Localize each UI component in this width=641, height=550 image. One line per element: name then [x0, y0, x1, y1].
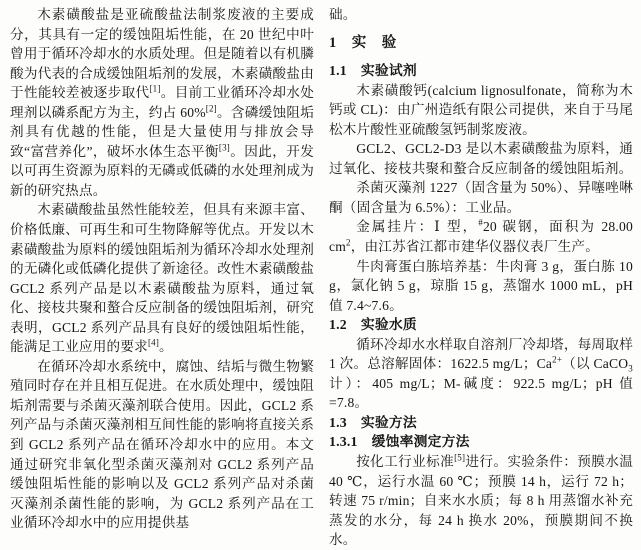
paragraph-background: 木素磺酸盐是亚硫酸盐法制浆废液的主要成分，其具有一定的缓蚀阻垢性能，在 20 世纪中叶曾用于循环冷却水的水质处理。但是随着以有机膦酸为代表的合成缓蚀阻垢剂的发展，木素磺酸盐由于性能较差被逐步取代[1]。目前工业循环冷却水处理剂以磷系配方为主，约占 60%[2]。含磷缓蚀阻垢剂具有优越的性能，但是大量使用与排放会导致“富营养化”，破坏水体生态平衡[3]。因此，开发以可再生资源为原料的无磷或低磷的水处理剂成为新的研究热点。 [10, 7, 315, 198]
paragraph-calcium-lignosulfonate: 木素磺酸钙(calcium lignosulfonate，简称为木钙或 CL)：由广州造纸有限公司提供，来自于马尾松木片酸性亚硫酸氢钙制浆废液。 [329, 82, 633, 137]
subsection-heading-methods: 1.3 实验方法 [329, 414, 417, 430]
paragraph-study-purpose: 在循环冷却水系统中，腐蚀、结垢与微生物繁殖同时存在并且相互促进。在水质处理中，缓蚀阻垢剂需要与杀菌灭藻剂联合使用。因此，GCL2 系列产品与杀菌灭藻剂相互间性能的影响将直接关系到 GCL2 系列产品在循环冷却水中的应用。本文通过研究非氧化型杀菌灭藻剂对 GCL2 系列产品缓蚀阻垢性能的影响以及 GCL2 系列产品对杀菌灭藻剂杀菌性能的影响，为 GCL2 系列产品在工业循环冷却水中的应用提供基 [10, 358, 314, 531]
subsubsection-heading-corrosion-rate: 1.3.1 缓蚀率测定方法 [329, 434, 470, 450]
subsection-heading-reagents: 1.1 实验试剂 [329, 63, 417, 79]
paragraph-gcl2-products: GCL2、GCL2-D3 是以木素磺酸盐为原料，通过氧化、接枝共聚和螯合反应制备的缓蚀阻垢剂。 [329, 141, 633, 176]
right-column [329, 5, 633, 548]
paragraph-water-quality: 循环冷却水水样取自溶剂厂冷却塔，每周取样 1 次。总溶解固体：1622.5 mg/L；$Ca^{2+}$（以 CaCO$_3$ 计）：405 mg/L；M-碱度：922.5 mg/L；pH 值=7.8。 [329, 336, 633, 411]
paragraph-biocides: 杀菌灭藻剂 1227（固含量为 50%）、异噻唑啉酮（固含量为 6.5%）：工业品。 [329, 180, 633, 215]
section-heading-experiment: 1 实 验 [329, 34, 397, 51]
paragraph-metal-coupons: 金属挂片：Ⅰ 型，#20 碳钢，面积为 28.00 $cm^2$，由江苏省江都市建华仪器仪表厂生产。 [329, 217, 633, 255]
paragraph-lignosulfonate-advantages: 木素磺酸盐虽然性能较差，但具有来源丰富、价格低廉、可再生和可生物降解等优点。开发以木素磺酸盐为原料的缓蚀阻垢剂为循环冷却水处理剂的无磷化或低磷化提供了新途径。改性木素磺酸盐 GCL2 系列产品是以木素磺酸盐为原料，通过氧化、接枝共聚和螯合反应制备的缓蚀阻垢剂，研究表明，GCL2 系列产品具有良好的缓蚀阻垢性能，能满足工业应用的要求[4]。 [10, 202, 314, 355]
left-column [10, 5, 315, 531]
subsection-heading-water-quality: 1.2 实验水质 [329, 317, 417, 333]
paragraph-continuation: 础。 [329, 7, 357, 22]
paragraph-culture-medium: 牛肉膏蛋白胨培养基：牛肉膏 3 g，蛋白胨 10 g，氯化钠 5 g，琼脂 15 g，蒸馏水 1000 mL，pH 值 7.4~7.6。 [329, 258, 633, 313]
paragraph-corrosion-test-conditions: 按化工行业标准[5]进行。实验条件：预膜水温 40 ℃，运行水温 60 ℃；预膜 14 h，运行 72 h；转速 75 r/min；自来水水质；每 8 h 用蒸馏水补充蒸发的水分，每 24 h 换水 20%，预膜期间不换水。 [329, 452, 633, 548]
